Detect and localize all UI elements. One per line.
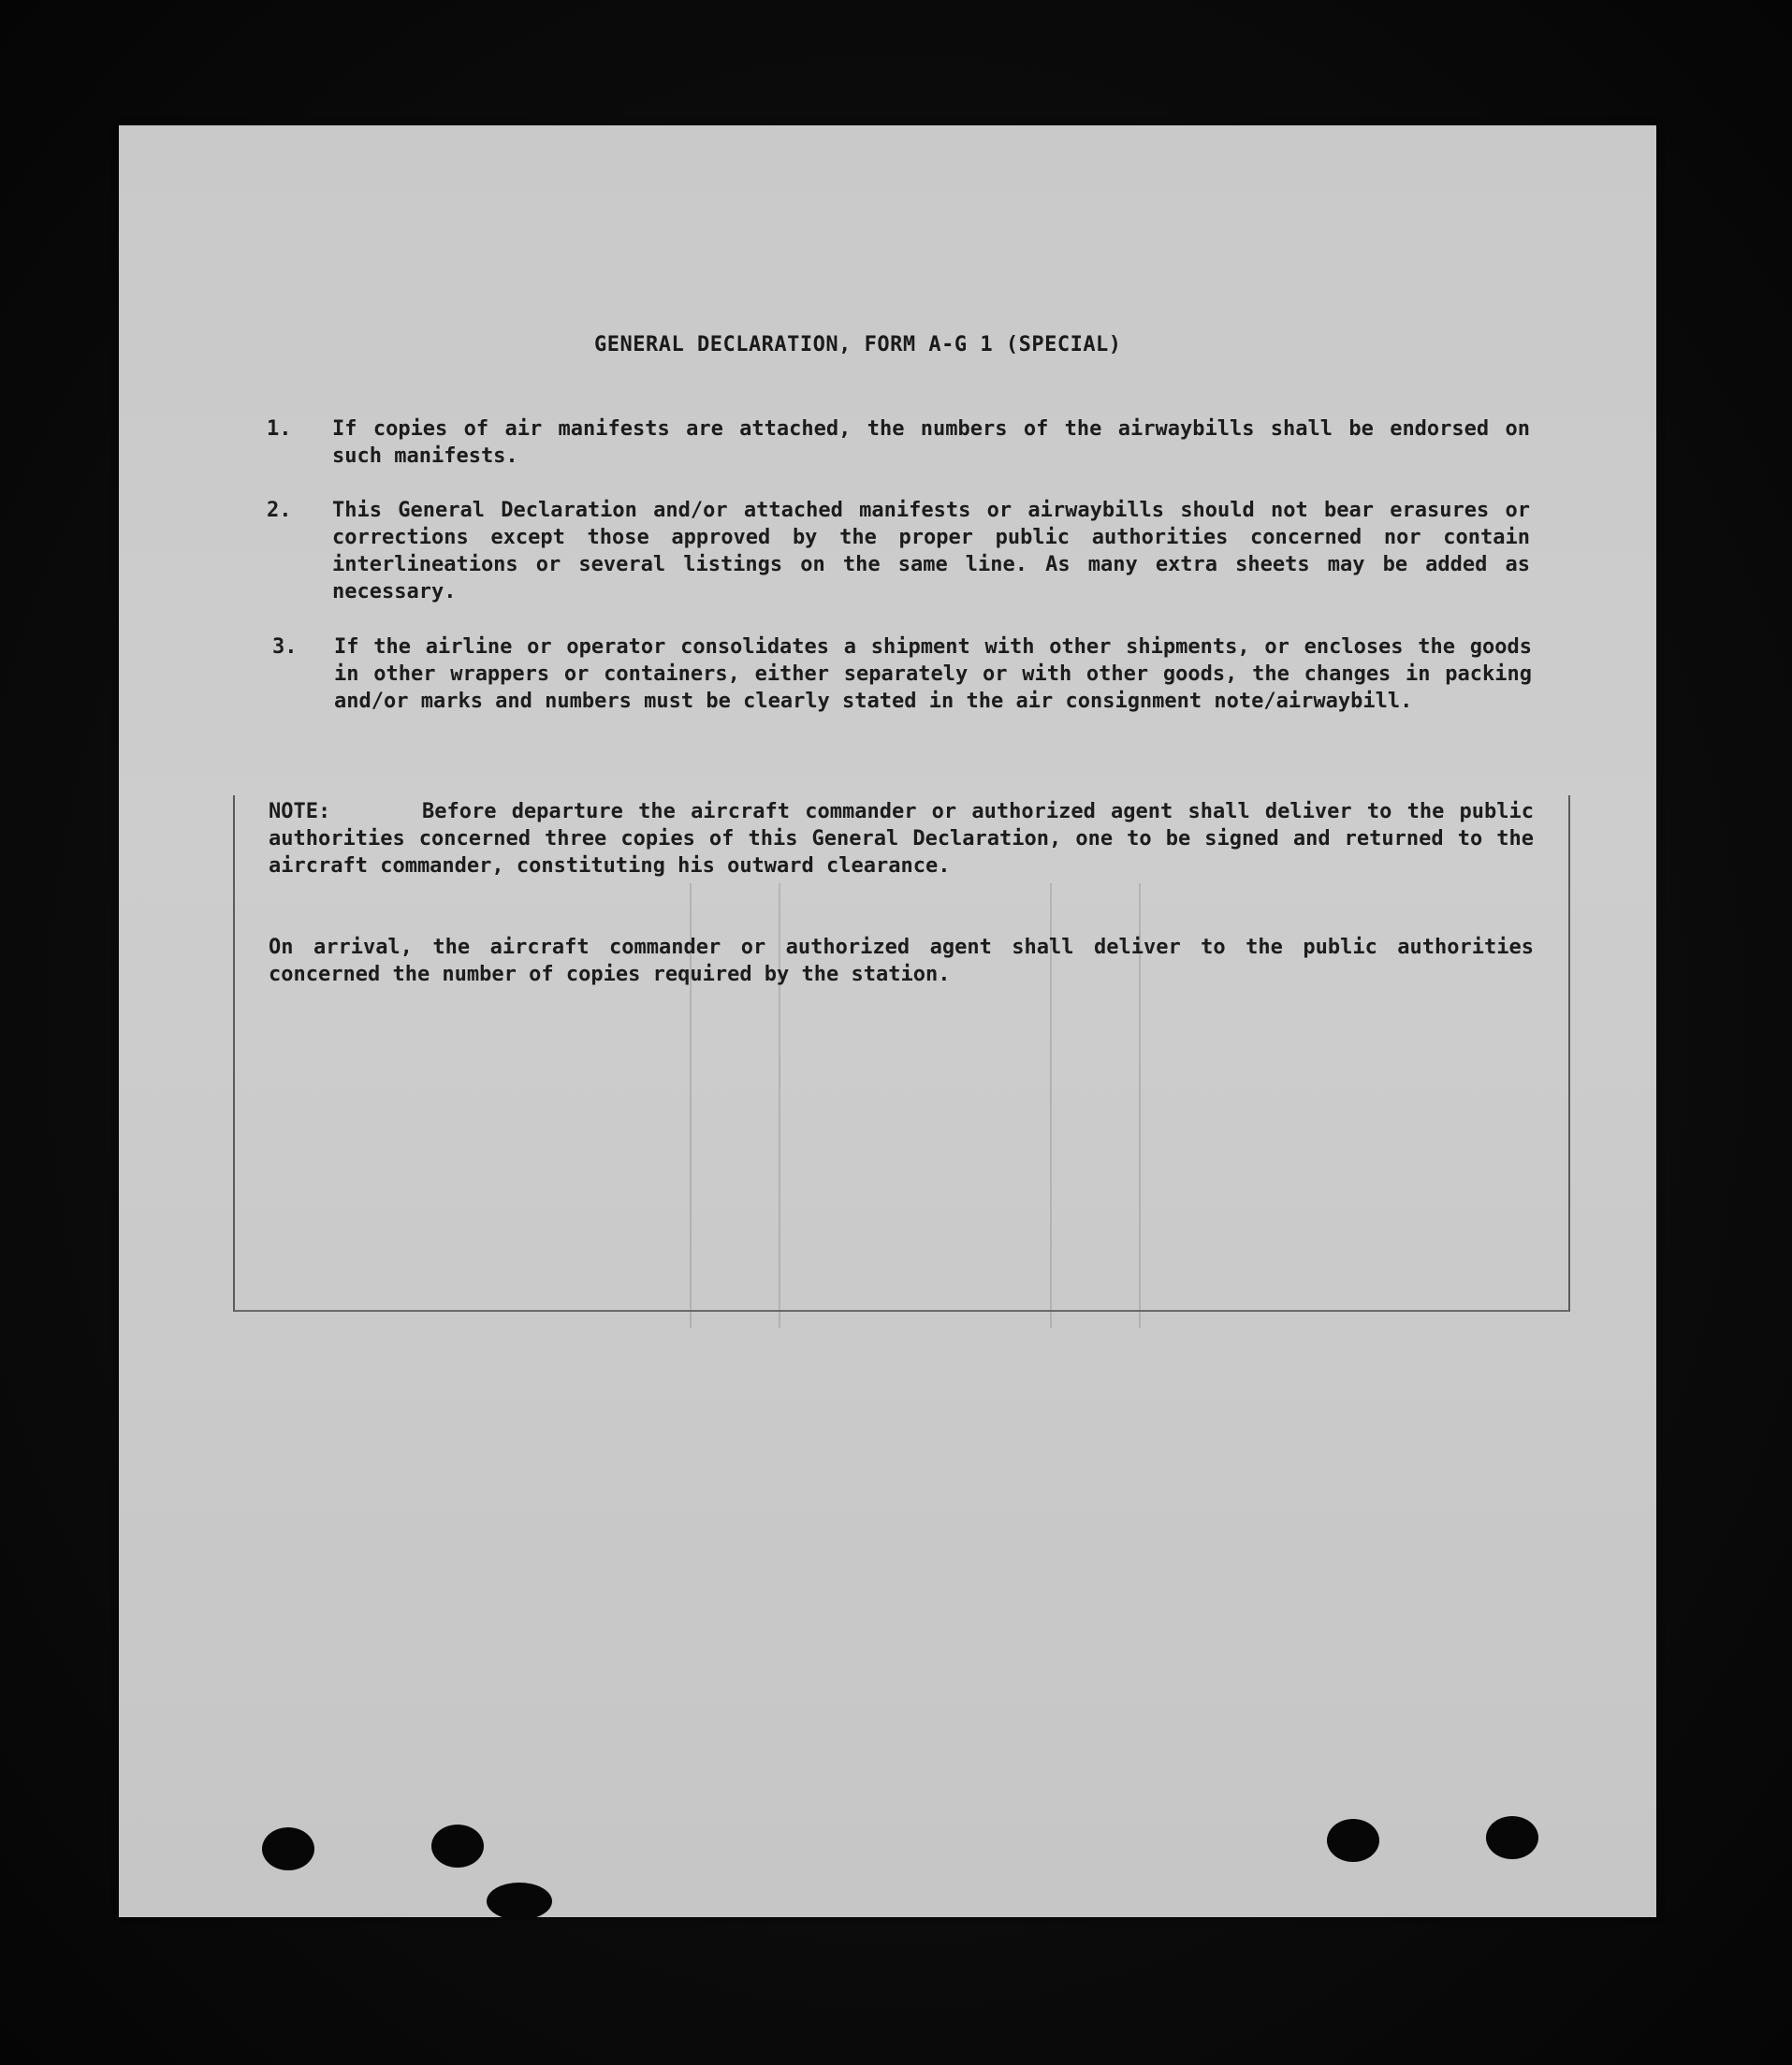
note-paragraph-arrival: On arrival, the aircraft commander or authorized agent shall deliver to the public authorities concerned the number of copies required by the station. <box>269 936 1534 986</box>
item-text: If the airline or operator consolidates a shipment with other shipments, or encloses the goods in other wrappers or containers, either separately or with other goods, the changes in packing and/or marks and numbers must be clearly stated in the air consignment note/airwaybill. <box>334 635 1532 713</box>
tear-mark <box>487 1883 552 1920</box>
item-text: If copies of air manifests are attached, the numbers of the airwaybills shall be endorsed on such manifests. <box>332 417 1530 468</box>
item-number: 2. <box>267 499 292 522</box>
punch-hole <box>1486 1816 1538 1859</box>
note-text: Before departure the aircraft commander or authorized agent shall deliver to the public authorities concerned three copies of this General Declaration, one to be signed and returned to the aircraft commander, constituting his outward clearance. <box>269 800 1534 878</box>
note-label: NOTE: <box>269 800 331 823</box>
punch-hole <box>431 1825 484 1868</box>
note-paragraph <box>269 798 1534 880</box>
item-number: 3. <box>272 635 298 659</box>
document-page <box>119 125 1656 1917</box>
item-text: This General Declaration and/or attached manifests or airwaybills should not bear erasures or corrections except those approved by the proper public authorities concerned nor contain interlineations or several listings on the same line. As many extra sheets may be added as necessary. <box>332 499 1530 604</box>
punch-hole <box>1327 1819 1379 1862</box>
item-number: 1. <box>267 417 292 441</box>
punch-hole <box>262 1827 314 1870</box>
page-title: GENERAL DECLARATION, FORM A-G 1 (SPECIAL) <box>594 333 1122 356</box>
